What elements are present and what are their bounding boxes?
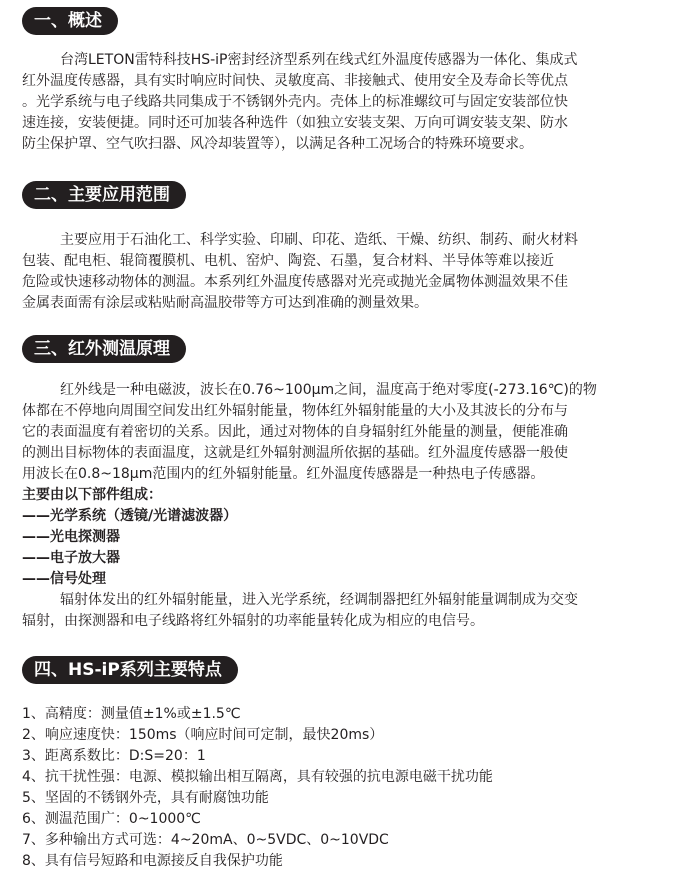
text-line: 体都在不停地向周围空间发出红外辐射能量，物体红外辐射能量的大小及其波长的分布与 (22, 403, 568, 419)
text-line: 红外线是一种电磁波，波长在0.76~100μm之间，温度高于绝对零度(-273.16℃)的物 (60, 382, 597, 398)
feature-list (22, 704, 682, 872)
feature-item: 3、距离系数比：D:S=20：1 (22, 748, 206, 764)
text-line: 的测出目标物体的表面温度，这就是红外辐射测温所依据的基础。红外温度传感器一般使 (22, 445, 568, 461)
feature-item: 6、测温范围广：0~1000℃ (22, 811, 201, 827)
section-2-heading: 二、主要应用范围 (22, 181, 186, 209)
text-line: 台湾LETON雷特科技HS-iP密封经济型系列在线式红外温度传感器为一体化、集成式 (60, 52, 578, 68)
text-line: 辐射体发出的红外辐射能量，进入光学系统，经调制器把红外辐射能量调制成为交变 (60, 592, 578, 608)
text-line: 用波长在0.8~18μm范围内的红外辐射能量。红外温度传感器是一种热电子传感器。 (22, 466, 545, 482)
text-line: 包装、配电柜、辊筒覆膜机、电机、窑炉、陶瓷、石墨，复合材料、半导体等难以接近 (22, 253, 554, 269)
feature-item: 2、响应速度快：150ms（响应时间可定制，最快20ms） (22, 727, 384, 743)
text-line: 红外温度传感器，具有实时响应时间快、灵敏度高、非接触式、使用安全及寿命长等优点 (22, 73, 568, 89)
section-4-heading: 四、HS-iP系列主要特点 (22, 656, 238, 684)
feature-item: 1、高精度：测量值±1%或±1.5℃ (22, 706, 241, 722)
text-line: 速连接，安装便捷。同时还可加装各种选件（如独立安装支架、万向可调安装支架、防水 (22, 115, 568, 131)
feature-item: 8、具有信号短路和电源接反自我保护功能 (22, 853, 283, 869)
component-item: ——电子放大器 (22, 550, 120, 566)
text-line: 主要应用于石油化工、科学实验、印刷、印花、造纸、干燥、纺织、制药、耐火材料 (60, 232, 578, 248)
section-3-heading: 三、红外测温原理 (22, 335, 186, 363)
text-line: 。光学系统与电子线路共同集成于不锈钢外壳内。壳体上的标准螺纹可与固定安装部位快 (22, 94, 568, 110)
text-line: 它的表面温度有着密切的关系。因此，通过对物体的自身辐射红外能量的测量，便能准确 (22, 424, 568, 440)
text-line: 金属表面需有涂层或粘贴耐高温胶带等方可达到准确的测量效果。 (22, 295, 428, 311)
feature-item: 5、坚固的不锈钢外壳，具有耐腐蚀功能 (22, 790, 269, 806)
feature-item: 7、多种输出方式可选：4~20mA、0~5VDC、0~10VDC (22, 832, 389, 848)
text-line: 辐射，由探测器和电子线路将红外辐射的功率能量转化成为相应的电信号。 (22, 613, 484, 629)
text-line: 防尘保护罩、空气吹扫器、风冷却装置等），以满足各种工况场合的特殊环境要求。 (22, 136, 533, 152)
section-3-body (22, 380, 680, 632)
section-2-body (22, 230, 680, 314)
components-title: 主要由以下部件组成： (22, 487, 162, 503)
component-item: ——光学系统（透镜/光谱滤波器） (22, 508, 238, 524)
text-line: 危险或快速移动物体的测温。本系列红外温度传感器对光亮或抛光金属物体测温效果不佳 (22, 274, 568, 290)
section-1-heading: 一、概述 (22, 7, 118, 35)
feature-item: 4、抗干扰性强：电源、模拟输出相互隔离，具有较强的抗电源电磁干扰功能 (22, 769, 493, 785)
section-1-body (22, 50, 680, 155)
component-item: ——信号处理 (22, 571, 106, 587)
component-item: ——光电探测器 (22, 529, 120, 545)
